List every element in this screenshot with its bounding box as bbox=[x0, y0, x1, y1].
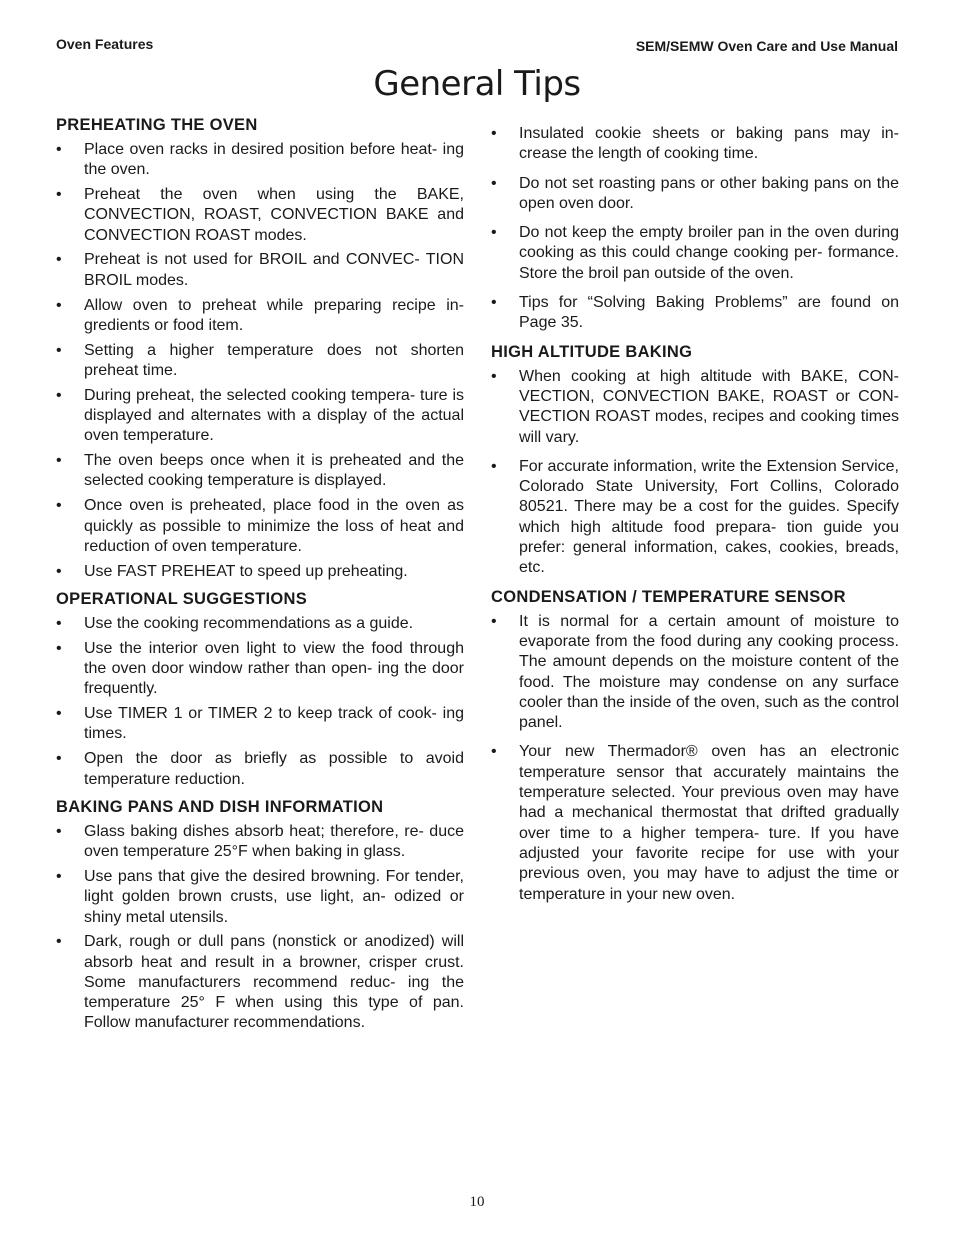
bullet-icon: • bbox=[491, 294, 497, 312]
tip-item bbox=[491, 174, 899, 215]
tip-list bbox=[491, 124, 899, 334]
bullet-icon: • bbox=[491, 457, 497, 475]
tip-text: Setting a higher temperature does not shorten preheat time. bbox=[84, 341, 464, 379]
bullet-icon: • bbox=[491, 125, 497, 142]
tip-item bbox=[56, 822, 464, 863]
tip-text: Use TIMER 1 or TIMER 2 to keep track of cook- ing times. bbox=[84, 705, 464, 743]
tip-item bbox=[56, 296, 464, 337]
tip-section bbox=[491, 343, 899, 579]
tip-text: Allow oven to preheat while preparing recipe in- gredients or food item. bbox=[84, 296, 464, 334]
bullet-icon: • bbox=[491, 224, 497, 242]
tip-item bbox=[56, 451, 464, 492]
tip-item bbox=[491, 293, 899, 334]
section-heading: HIGH ALTITUDE BAKING bbox=[491, 342, 693, 361]
bullet-icon: • bbox=[56, 750, 62, 768]
manual-title: SEM/SEMW Oven Care and Use Manual bbox=[635, 38, 898, 54]
tip-item bbox=[491, 367, 899, 448]
tip-item bbox=[56, 932, 464, 1033]
page-number: 10 bbox=[469, 1194, 485, 1210]
tip-text: Tips for “Solving Baking Problems” are found on Page 35. bbox=[519, 294, 899, 332]
tip-list bbox=[491, 612, 899, 905]
tip-text: During preheat, the selected cooking tempera- ture is displayed and alternates with a display of the actual oven temperature. bbox=[84, 386, 464, 445]
tip-text: Use pans that give the desired browning. For tender, light golden brown crusts, use light, an- odized or shiny metal utensils. bbox=[84, 867, 464, 926]
bullet-icon: • bbox=[56, 386, 62, 404]
bullet-icon: • bbox=[56, 867, 62, 885]
tip-list bbox=[56, 140, 464, 582]
tip-text: Do not set roasting pans or other baking pans on the open oven door. bbox=[519, 174, 899, 212]
bullet-icon: • bbox=[56, 296, 62, 314]
tip-item bbox=[491, 612, 899, 734]
tip-section bbox=[56, 798, 464, 1034]
tip-item bbox=[56, 749, 464, 790]
section-heading: PREHEATING THE OVEN bbox=[56, 116, 258, 134]
tip-item bbox=[56, 614, 464, 634]
tip-text: Use the cooking recommendations as a guide. bbox=[84, 614, 414, 632]
tip-text: Insulated cookie sheets or baking pans may in- crease the length of cooking time. bbox=[519, 125, 899, 163]
left-column bbox=[56, 116, 464, 1042]
bullet-icon: • bbox=[56, 141, 62, 158]
section-label: Oven Features bbox=[56, 36, 154, 52]
tip-section bbox=[491, 124, 899, 334]
section-heading: BAKING PANS AND DISH INFORMATION bbox=[56, 797, 384, 816]
tip-text: It is normal for a certain amount of moisture to evaporate from the food during any cooking process. The amount depends on the moisture content of the food. The moisture may condense on any surface cooler than the inside of the oven, such as the control panel. bbox=[519, 612, 899, 732]
tip-text: Glass baking dishes absorb heat; therefore, re- duce oven temperature 25°F when baking in glass. bbox=[84, 822, 464, 861]
bullet-icon: • bbox=[491, 612, 497, 630]
tip-text: Dark, rough or dull pans (nonstick or anodized) will absorb heat and result in a browner, crisper crust. Some manufacturers recommend reduc- ing the temperature 25° F when using this type of pan. Follow manufacturer recommendations. bbox=[84, 933, 464, 1032]
tip-section bbox=[56, 590, 464, 790]
tip-item bbox=[56, 496, 464, 557]
tip-item bbox=[56, 185, 464, 246]
tip-item bbox=[56, 562, 464, 582]
tip-text: For accurate information, write the Extension Service, Colorado State University, Fort Collins, Colorado 80521. There may be a cost for the guides. Specify which high altitude food prepara- tion guide you prefer: general information, cakes, cookies, breads, etc. bbox=[519, 457, 899, 577]
tip-text: Preheat the oven when using the BAKE, CONVECTION, ROAST, CONVECTION BAKE and CONVECTION ROAST modes. bbox=[84, 186, 464, 244]
bullet-icon: • bbox=[491, 367, 497, 385]
bullet-icon: • bbox=[491, 743, 497, 761]
bullet-icon: • bbox=[56, 639, 62, 657]
tip-text: When cooking at high altitude with BAKE, CON- VECTION, CONVECTION BAKE, ROAST or CON- VECTION ROAST modes, recipes and cooking times will vary. bbox=[519, 367, 899, 446]
tip-text: Place oven racks in desired position before heat- ing the oven. bbox=[84, 141, 464, 179]
tip-item bbox=[491, 124, 899, 165]
bullet-icon: • bbox=[56, 251, 62, 269]
tip-item bbox=[56, 386, 464, 447]
tip-item bbox=[491, 742, 899, 904]
tip-item bbox=[56, 639, 464, 700]
tip-text: Once oven is preheated, place food in the oven as quickly as possible to minimize the loss of heat and reduction of oven temperature. bbox=[84, 497, 464, 555]
tip-list bbox=[56, 614, 464, 790]
page-title: General Tips bbox=[373, 64, 581, 104]
tip-text: Do not keep the empty broiler pan in the oven during cooking as this could change cooking per- formance. Store the broil pan outside of the oven. bbox=[519, 224, 899, 282]
tip-item bbox=[56, 704, 464, 745]
tip-text: Your new Thermador® oven has an electronic temperature sensor that accurately maintains the temperature selected. Your previous oven may have had a mechanical thermostat that drifted gradually over time to a higher tempera- ture. If you have adjusted your favorite recipe for use with your previous oven, you may have to adjust the time or temperature in your new oven. bbox=[519, 743, 899, 903]
tip-item bbox=[56, 341, 464, 382]
bullet-icon: • bbox=[491, 174, 497, 192]
tip-item bbox=[491, 223, 899, 284]
tip-text: Use the interior oven light to view the food through the oven door window rather than open- ing the door frequently. bbox=[84, 639, 464, 698]
tip-item bbox=[56, 140, 464, 181]
bullet-icon: • bbox=[56, 822, 62, 840]
bullet-icon: • bbox=[56, 562, 62, 580]
tip-text: The oven beeps once when it is preheated and the selected cooking temperature is displayed. bbox=[84, 452, 464, 490]
bullet-icon: • bbox=[56, 614, 62, 632]
right-column bbox=[491, 124, 899, 914]
bullet-icon: • bbox=[56, 933, 62, 951]
tip-list bbox=[491, 367, 899, 579]
tip-section bbox=[56, 116, 464, 582]
section-heading: OPERATIONAL SUGGESTIONS bbox=[56, 589, 308, 608]
tip-item bbox=[56, 250, 464, 291]
tip-list bbox=[56, 822, 464, 1034]
section-heading: CONDENSATION / TEMPERATURE SENSOR bbox=[491, 587, 846, 606]
bullet-icon: • bbox=[56, 705, 62, 723]
bullet-icon: • bbox=[56, 341, 62, 359]
tip-text: Preheat is not used for BROIL and CONVEC- TION BROIL modes. bbox=[84, 251, 464, 289]
tip-text: Use FAST PREHEAT to speed up preheating. bbox=[84, 562, 408, 580]
tip-text: Open the door as briefly as possible to avoid temperature reduction. bbox=[84, 750, 464, 788]
bullet-icon: • bbox=[56, 186, 62, 204]
tip-item bbox=[56, 867, 464, 928]
bullet-icon: • bbox=[56, 452, 62, 470]
tip-section bbox=[491, 588, 899, 905]
tip-item bbox=[491, 457, 899, 579]
bullet-icon: • bbox=[56, 497, 62, 515]
